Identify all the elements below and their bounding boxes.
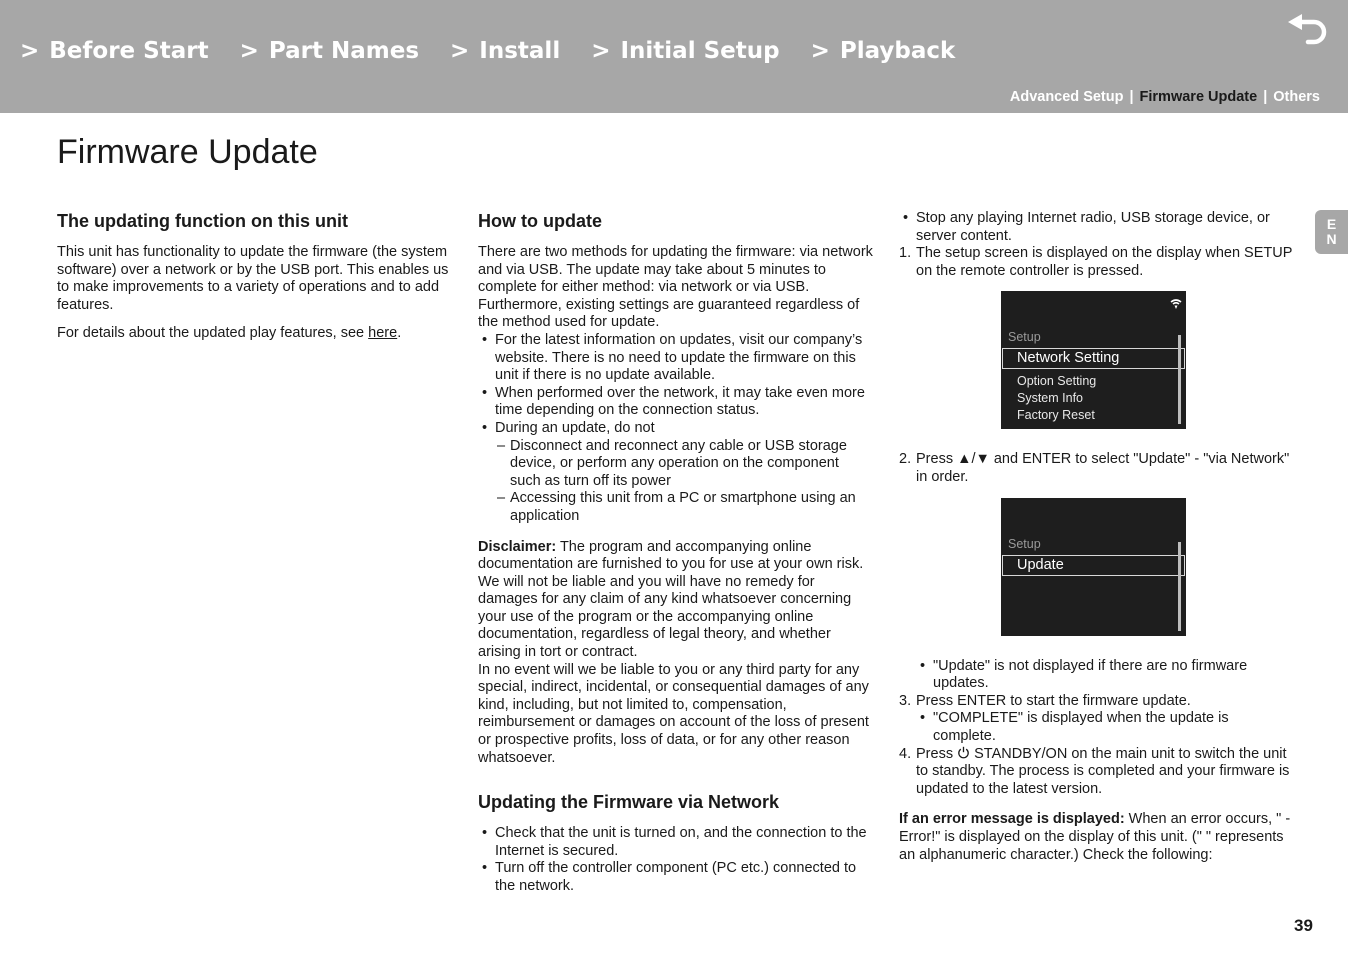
main-nav — [20, 38, 986, 70]
details-paragraph: For details about the updated play features, see here. — [57, 325, 402, 342]
screen-scrollbar — [1178, 335, 1181, 424]
nav-before-start[interactable]: > Before Start — [20, 38, 209, 64]
nav-initial-setup[interactable]: > Initial Setup — [591, 38, 780, 64]
list-item: • For the latest information on updates, visit our company’s website. There is no need to update the firmware on this unit if there is no update available. — [478, 332, 873, 385]
list-item: – Disconnect and reconnect any cable or USB storage device, or perform any operation on the component such as turn off its power — [495, 438, 873, 491]
language-tab[interactable] — [1315, 210, 1348, 254]
up-down-arrow-icon: ▲/▼ — [957, 451, 990, 468]
nav-part-names[interactable]: > Part Names — [239, 38, 420, 64]
liability-paragraph: In no event will we be liable to you or any third party for any special, indirect, incidental, or consequential damages of any kind, including, but not limited to, compensation, reimbursement or damages on account of the loss of present or prospective profits, loss of data, or for any other reason whatsoever. — [478, 661, 869, 766]
header-bar — [0, 0, 1348, 113]
intro-paragraph: This unit has functionality to update the firmware (the system software) over a network or by the USB port. This enables us to make improvements to a variety of operations and to add features. — [57, 244, 449, 313]
step-1: 1. The setup screen is displayed on the display when SETUP on the remote controller is pressed. — [899, 245, 1293, 279]
lang-letter: N — [1326, 231, 1337, 247]
subnav-others[interactable]: Others — [1273, 89, 1320, 105]
page-number: 39 — [1294, 916, 1313, 935]
nav-install[interactable]: > Install — [450, 38, 561, 64]
update-notes-list — [478, 332, 873, 438]
step-2-notes — [916, 658, 1294, 693]
nav-playback[interactable]: > Playback — [810, 38, 956, 64]
screen-selected-item: Update — [1002, 555, 1185, 576]
page-title: Firmware Update — [57, 133, 318, 171]
wifi-icon — [1170, 298, 1182, 310]
column-steps — [899, 210, 1294, 864]
subnav-separator: | — [1263, 89, 1268, 105]
power-icon — [957, 746, 970, 759]
step-2: 2. Press ▲/▼ and ENTER to select "Update" - "via Network" in order. — [899, 451, 1290, 485]
screen-title: Setup — [1008, 536, 1041, 551]
network-prereq-list — [478, 825, 873, 895]
list-item: • When performed over the network, it may take even more time depending on the connection status. — [478, 385, 873, 420]
how-to-intro: There are two methods for updating the firmware: via network and via USB. The update may take about 5 minutes to complete for either method: via network or via USB. Furthermore, existing settings are guaranteed regardless of the method used for update. — [478, 244, 873, 331]
disclaimer-paragraph: Disclaimer: The program and accompanying online documentation are furnished to you for use at your own risk. We will not be liable and you will have no remedy for damages for any claim of any kind whatsoever concerning your use of the program or the accompanying online documentation, regardless of legal theory, and whether arising in tort or contract. — [478, 538, 864, 661]
screen-menu-item: System Info — [1017, 391, 1083, 406]
screen-title: Setup — [1008, 330, 1041, 345]
section-heading: The updating function on this unit — [57, 211, 348, 231]
do-not-list — [495, 438, 873, 526]
list-item: • During an update, do not — [478, 420, 873, 438]
column-intro — [57, 210, 452, 343]
section-heading: Updating the Firmware via Network — [478, 792, 780, 813]
return-arrow-icon[interactable] — [1286, 14, 1330, 50]
step-4: 4. Press STANDBY/ON on the main unit to switch the unit to standby. The process is completed and your firmware is updated to the latest version. — [899, 745, 1290, 797]
list-item: • "COMPLETE" is displayed when the update is complete. — [916, 710, 1294, 745]
error-paragraph: If an error message is displayed: When an error occurs, " - Error!" is displayed on the display of this unit. (" " represents an alphanumeric character.) Check the following: — [899, 811, 1291, 863]
column-how-to-update — [478, 210, 873, 896]
sub-nav — [1010, 89, 1320, 105]
list-item: • Check that the unit is turned on, and the connection to the Internet is secured. — [478, 825, 873, 860]
subnav-separator: | — [1129, 89, 1134, 105]
setup-screen-2 — [1001, 498, 1294, 636]
list-item: • Turn off the controller component (PC etc.) connected to the network. — [478, 860, 873, 895]
list-item: • Stop any playing Internet radio, USB storage device, or server content. — [899, 210, 1294, 245]
subnav-advanced-setup[interactable]: Advanced Setup — [1009, 89, 1124, 105]
list-item: – Accessing this unit from a PC or smartphone using an application — [495, 490, 873, 525]
pre-step-list — [899, 210, 1294, 245]
display-screen — [1001, 498, 1186, 636]
step-3: 3. Press ENTER to start the firmware update. — [899, 692, 1191, 709]
section-heading: How to update — [478, 211, 602, 231]
setup-screen-1 — [1001, 291, 1294, 429]
screen-selected-item: Network Setting — [1002, 348, 1185, 369]
step-3-notes — [916, 710, 1294, 745]
lang-letter: E — [1326, 216, 1337, 232]
here-link[interactable]: here — [368, 325, 398, 342]
screen-menu-item: Option Setting — [1017, 374, 1097, 389]
list-item: • "Update" is not displayed if there are no firmware updates. — [916, 658, 1294, 693]
screen-scrollbar — [1178, 542, 1181, 631]
display-screen — [1001, 291, 1186, 429]
subnav-firmware-update[interactable]: Firmware Update — [1139, 89, 1258, 105]
screen-menu-item: Factory Reset — [1017, 408, 1095, 423]
